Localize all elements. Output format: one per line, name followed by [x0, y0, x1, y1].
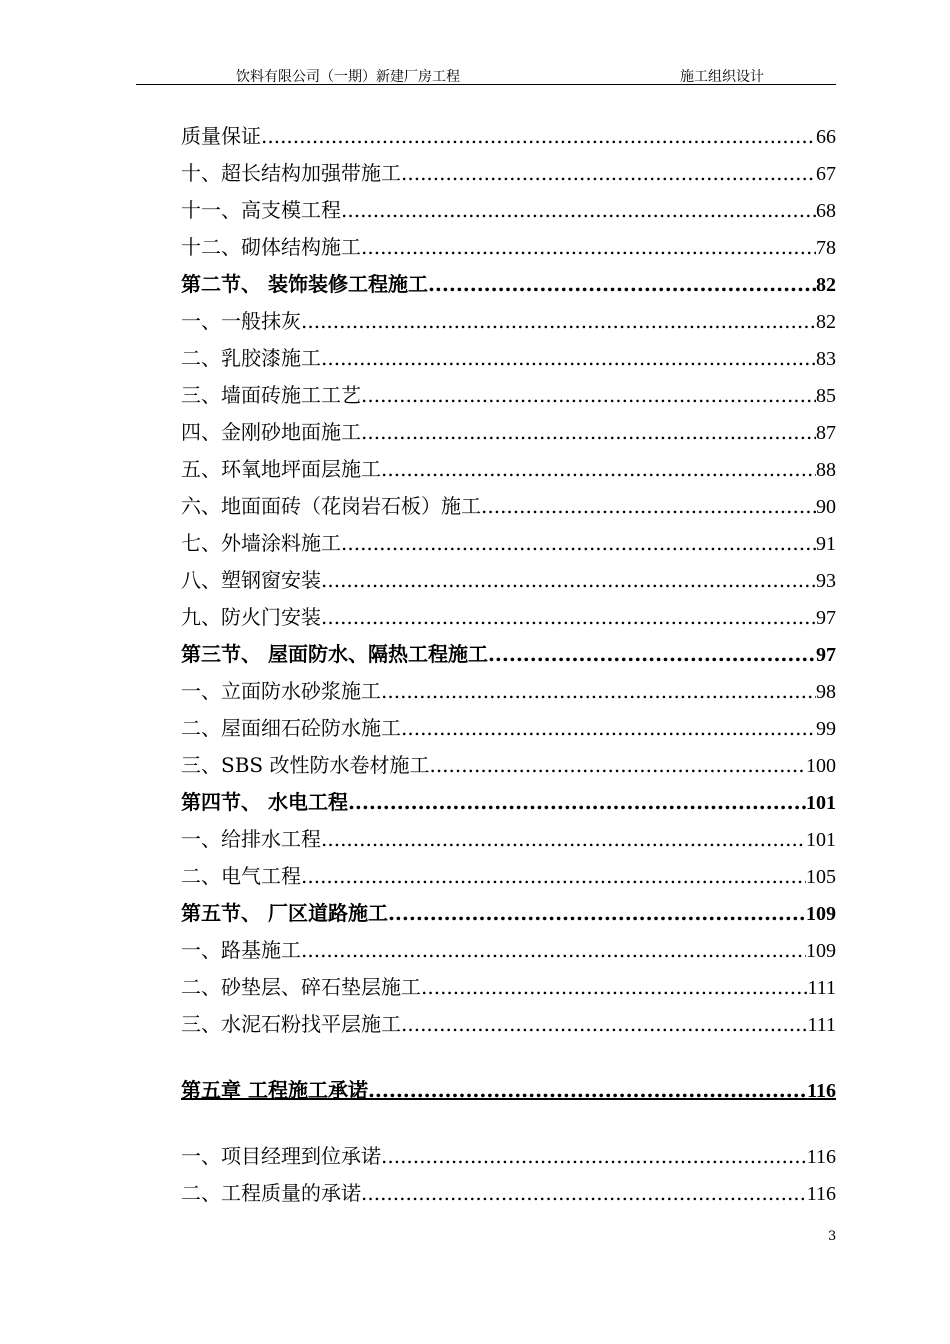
toc-entry-title: 三、SBS 改性防水卷材施工 — [181, 753, 430, 777]
toc-entry[interactable] — [181, 821, 836, 858]
toc-entry-title: 十二、砌体结构施工 — [181, 235, 361, 259]
toc-entry-title: 一、项目经理到位承诺 — [181, 1144, 381, 1168]
toc-entry[interactable] — [181, 266, 836, 303]
toc-entry-page: 101 — [806, 829, 836, 851]
toc-entry-title: 二、砂垫层、碎石垫层施工 — [181, 975, 421, 999]
toc-entry-page: 91 — [816, 533, 836, 555]
toc-entry[interactable] — [181, 340, 836, 377]
toc-entry[interactable] — [181, 414, 836, 451]
toc-leader-dots — [301, 303, 816, 340]
header-project-title: 饮料有限公司（一期）新建厂房工程 — [236, 69, 460, 85]
toc-entry-title: 十、超长结构加强带施工 — [181, 161, 401, 185]
toc-entry-page: 93 — [816, 570, 836, 592]
toc-leader-dots — [301, 858, 806, 895]
toc-entry[interactable] — [181, 969, 836, 1006]
toc-entry[interactable] — [181, 303, 836, 340]
toc-leader-dots — [401, 155, 816, 192]
toc-entry-title: 九、防火门安装 — [181, 605, 321, 629]
toc-entry-page: 98 — [816, 681, 836, 703]
toc-entry-page: 88 — [816, 459, 836, 481]
toc-entry-title: 一、一般抹灰 — [181, 309, 301, 333]
toc-leader-dots — [341, 192, 816, 229]
toc-entry-page: 66 — [816, 126, 836, 148]
toc-entry-title: 五、环氧地坪面层施工 — [181, 457, 381, 481]
toc-entry-title: 二、乳胶漆施工 — [181, 346, 321, 370]
toc-entry[interactable] — [181, 673, 836, 710]
toc-entry[interactable] — [181, 377, 836, 414]
toc-entry-page: 82 — [816, 274, 836, 296]
toc-entry-page: 67 — [816, 163, 836, 185]
toc-entry[interactable] — [181, 784, 836, 821]
toc-entry-page: 99 — [816, 718, 836, 740]
toc-entry-title: 十一、高支模工程 — [181, 198, 341, 222]
toc-entry[interactable] — [181, 636, 836, 673]
toc-entry-page: 68 — [816, 200, 836, 222]
toc-entry-page: 82 — [816, 311, 836, 333]
toc-leader-dots — [361, 377, 816, 414]
toc-entry[interactable] — [181, 1175, 836, 1212]
toc-entry-page: 78 — [816, 237, 836, 259]
toc-leader-dots — [401, 1006, 807, 1043]
toc-leader-dots — [401, 710, 816, 747]
table-of-contents — [181, 118, 836, 1212]
toc-leader-dots — [428, 266, 816, 303]
toc-entry-page: 97 — [816, 607, 836, 629]
toc-entry-title: 二、电气工程 — [181, 864, 301, 888]
toc-entry[interactable] — [181, 562, 836, 599]
toc-entry-page: 90 — [816, 496, 836, 518]
toc-entry[interactable] — [181, 1138, 836, 1175]
toc-entry-page: 116 — [806, 1146, 836, 1168]
toc-leader-dots — [348, 784, 806, 821]
toc-entry-title: 第二节、 装饰装修工程施工 — [181, 272, 428, 296]
toc-leader-dots — [361, 1175, 807, 1212]
toc-entry-page: 109 — [806, 940, 836, 962]
toc-entry-title: 一、路基施工 — [181, 938, 301, 962]
toc-entry-title: 七、外墙涂料施工 — [181, 531, 341, 555]
toc-entry[interactable] — [181, 932, 836, 969]
toc-entry-page: 111 — [807, 1014, 836, 1036]
toc-entry[interactable] — [181, 858, 836, 895]
toc-entry-title: 三、水泥石粉找平层施工 — [181, 1012, 401, 1036]
toc-entry-page: 85 — [816, 385, 836, 407]
toc-entry[interactable] — [181, 229, 836, 266]
toc-entry-page: 101 — [806, 792, 836, 814]
page-number: 3 — [828, 1229, 837, 1244]
toc-entry-title: 质量保证 — [181, 124, 261, 148]
toc-entry[interactable] — [181, 599, 836, 636]
toc-entry-title: 一、给排水工程 — [181, 827, 321, 851]
toc-leader-dots — [381, 1138, 807, 1175]
toc-leader-dots — [341, 525, 816, 562]
toc-leader-dots — [301, 932, 806, 969]
toc-leader-dots — [429, 747, 806, 784]
toc-leader-dots — [381, 673, 816, 710]
toc-entry-page: 97 — [816, 644, 836, 666]
toc-entry[interactable] — [181, 1072, 836, 1109]
toc-entry[interactable] — [181, 488, 836, 525]
toc-entry-page: 87 — [816, 422, 836, 444]
header-document-type: 施工组织设计 — [680, 69, 764, 85]
toc-entry-title: 二、工程质量的承诺 — [181, 1181, 361, 1205]
toc-entry[interactable] — [181, 192, 836, 229]
toc-leader-dots — [261, 118, 816, 155]
toc-entry-title: 四、金刚砂地面施工 — [181, 420, 361, 444]
toc-leader-dots — [321, 340, 816, 377]
toc-entry[interactable] — [181, 1006, 836, 1043]
toc-entry-page: 109 — [806, 903, 836, 925]
toc-entry-title: 六、地面面砖（花岗岩石板）施工 — [181, 494, 481, 518]
toc-leader-dots — [321, 821, 806, 858]
toc-entry-title: 第五节、 厂区道路施工 — [181, 901, 388, 925]
toc-leader-dots — [381, 451, 816, 488]
toc-entry-title: 三、墙面砖施工工艺 — [181, 383, 361, 407]
toc-entry[interactable] — [181, 155, 836, 192]
toc-entry-title: 第五章 工程施工承诺 — [181, 1078, 368, 1102]
toc-entry[interactable] — [181, 451, 836, 488]
toc-leader-dots — [388, 895, 806, 932]
toc-entry[interactable] — [181, 710, 836, 747]
toc-leader-dots — [361, 229, 816, 266]
toc-entry-page: 105 — [806, 866, 836, 888]
toc-entry-title: 第三节、 屋面防水、隔热工程施工 — [181, 642, 488, 666]
toc-leader-dots — [321, 562, 816, 599]
toc-leader-dots — [368, 1072, 807, 1109]
toc-entry-page: 116 — [807, 1080, 836, 1102]
toc-leader-dots — [488, 636, 816, 673]
toc-entry-title: 二、屋面细石砼防水施工 — [181, 716, 401, 740]
toc-leader-dots — [481, 488, 816, 525]
toc-entry-title: 一、立面防水砂浆施工 — [181, 679, 381, 703]
toc-leader-dots — [361, 414, 816, 451]
toc-entry-title: 第四节、 水电工程 — [181, 790, 348, 814]
toc-entry-page: 83 — [816, 348, 836, 370]
toc-entry-page: 116 — [806, 1183, 836, 1205]
toc-entry-page: 111 — [807, 977, 836, 999]
toc-entry-page: 100 — [806, 755, 836, 777]
toc-entry-title: 八、塑钢窗安装 — [181, 568, 321, 592]
toc-leader-dots — [321, 599, 816, 636]
toc-entry[interactable] — [181, 525, 836, 562]
toc-entry[interactable] — [181, 118, 836, 155]
toc-leader-dots — [421, 969, 807, 1006]
toc-entry[interactable] — [181, 895, 836, 932]
header-divider — [136, 84, 836, 85]
toc-entry[interactable] — [181, 747, 836, 784]
